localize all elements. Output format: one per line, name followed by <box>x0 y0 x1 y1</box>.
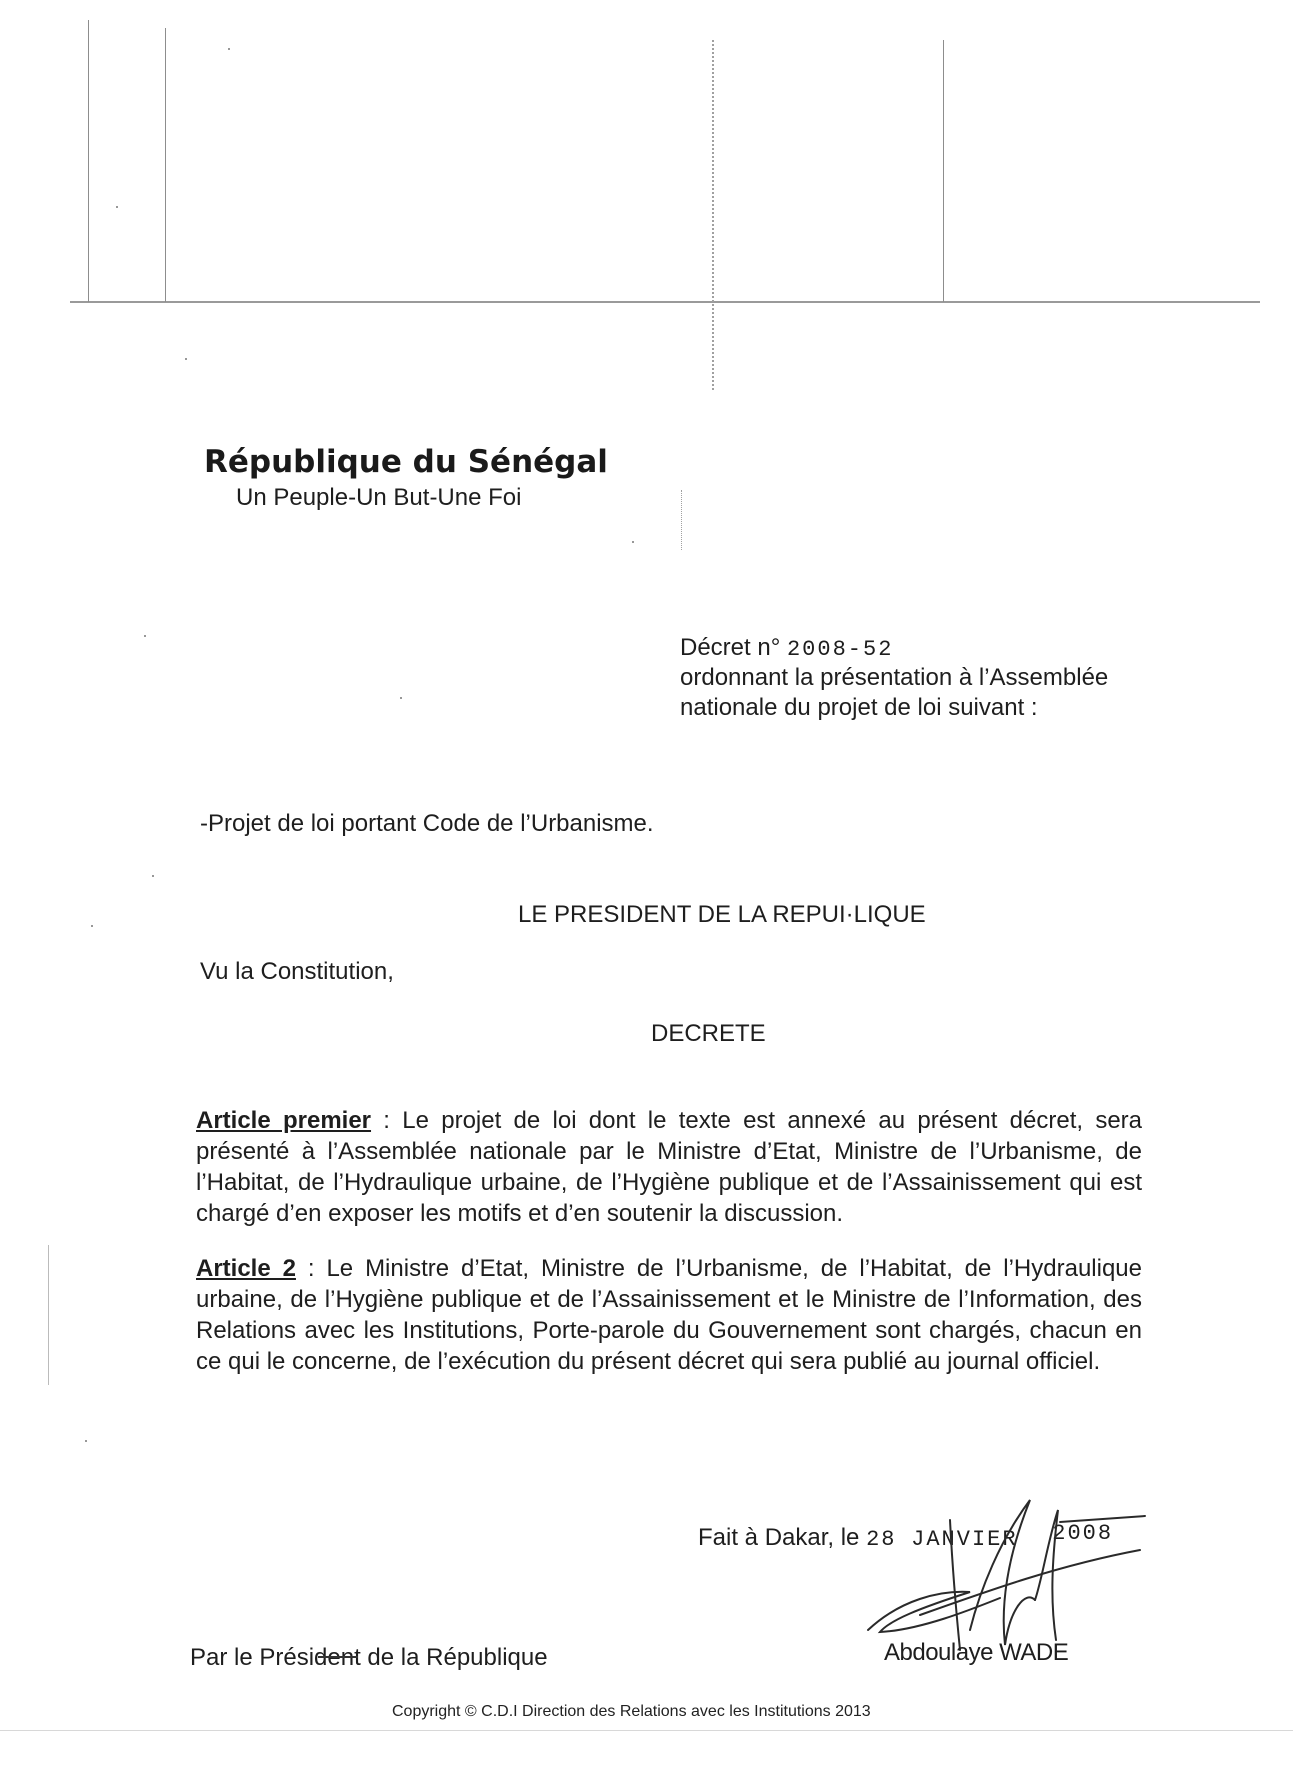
decrete-heading: DECRETE <box>651 1020 766 1047</box>
scan-dotted-line <box>681 490 682 550</box>
scan-speck <box>144 635 146 637</box>
scan-border-line <box>165 28 166 302</box>
scan-border-line <box>48 1245 49 1385</box>
vu-constitution: Vu la Constitution, <box>200 958 394 985</box>
scan-border-line <box>943 40 944 302</box>
decree-number-line <box>680 632 893 665</box>
scan-dotted-line <box>712 40 714 390</box>
scan-speck <box>228 48 230 50</box>
scan-border-line <box>70 301 1260 303</box>
decree-number-label: Décret n° <box>680 634 781 661</box>
footer-divider <box>0 1730 1293 1731</box>
signer-name: Abdoulaye WADE <box>884 1639 1069 1666</box>
decree-number: 2008-52 <box>786 637 894 662</box>
strikethrough-mark <box>318 1656 358 1658</box>
article-2-text: : Le Ministre d’Etat, Ministre de l’Urbanisme, de l’Habitat, de l’Hydraulique urbaine, de l’Hygiène publique et de l’Assainissement et le Ministre de l’Information, des Relations avec les Institutions, Porte-parole du Gouvernement sont chargés, chacun en ce qui le concerne, de l’exécution du présent décret qui sera publié au journal officiel. <box>196 1255 1143 1375</box>
date-month: JANVIER <box>911 1527 1018 1552</box>
decree-title-line-2: nationale du projet de loi suivant : <box>680 694 1038 721</box>
national-motto: Un Peuple-Un But-Une Foi <box>236 484 522 511</box>
scan-speck <box>152 875 154 877</box>
article-1 <box>196 1105 1142 1229</box>
date-year: 2008 <box>1052 1521 1114 1546</box>
scan-speck <box>400 697 402 699</box>
by-president: Par le Président de la République <box>190 1644 548 1671</box>
place-label: Fait à Dakar, le <box>698 1524 860 1551</box>
article-1-text: : Le projet de loi dont le texte est annexé au présent décret, sera présenté à l’Assemblée nationale par le Ministre d’Etat, Ministre de l’Urbanisme, de l’Habitat, de l’Hydraulique urbaine, de l’Hygiène publique et de l’Assainissement qui est chargé d’en exposer les motifs et d’en soutenir la discussion. <box>196 1107 1143 1227</box>
republic-title: République du Sénégal <box>204 444 608 480</box>
article-1-label: Article premier <box>196 1107 372 1134</box>
copyright-notice: Copyright © C.D.I Direction des Relations avec les Institutions 2013 <box>392 1703 871 1720</box>
scan-speck <box>85 1440 87 1442</box>
decree-title-line-1: ordonnant la présentation à l’Assemblée <box>680 664 1109 691</box>
date-day: 28 <box>866 1527 897 1552</box>
president-heading: LE PRESIDENT DE LA REPUI·LIQUE <box>518 901 926 928</box>
article-2-label: Article 2 <box>196 1255 296 1282</box>
scan-speck <box>185 358 187 360</box>
scan-border-line <box>88 20 89 302</box>
article-2 <box>196 1253 1142 1377</box>
scan-speck <box>116 206 118 208</box>
scan-speck <box>91 925 93 927</box>
scan-speck <box>632 541 634 543</box>
project-of-law: -Projet de loi portant Code de l’Urbanisme. <box>200 810 654 837</box>
